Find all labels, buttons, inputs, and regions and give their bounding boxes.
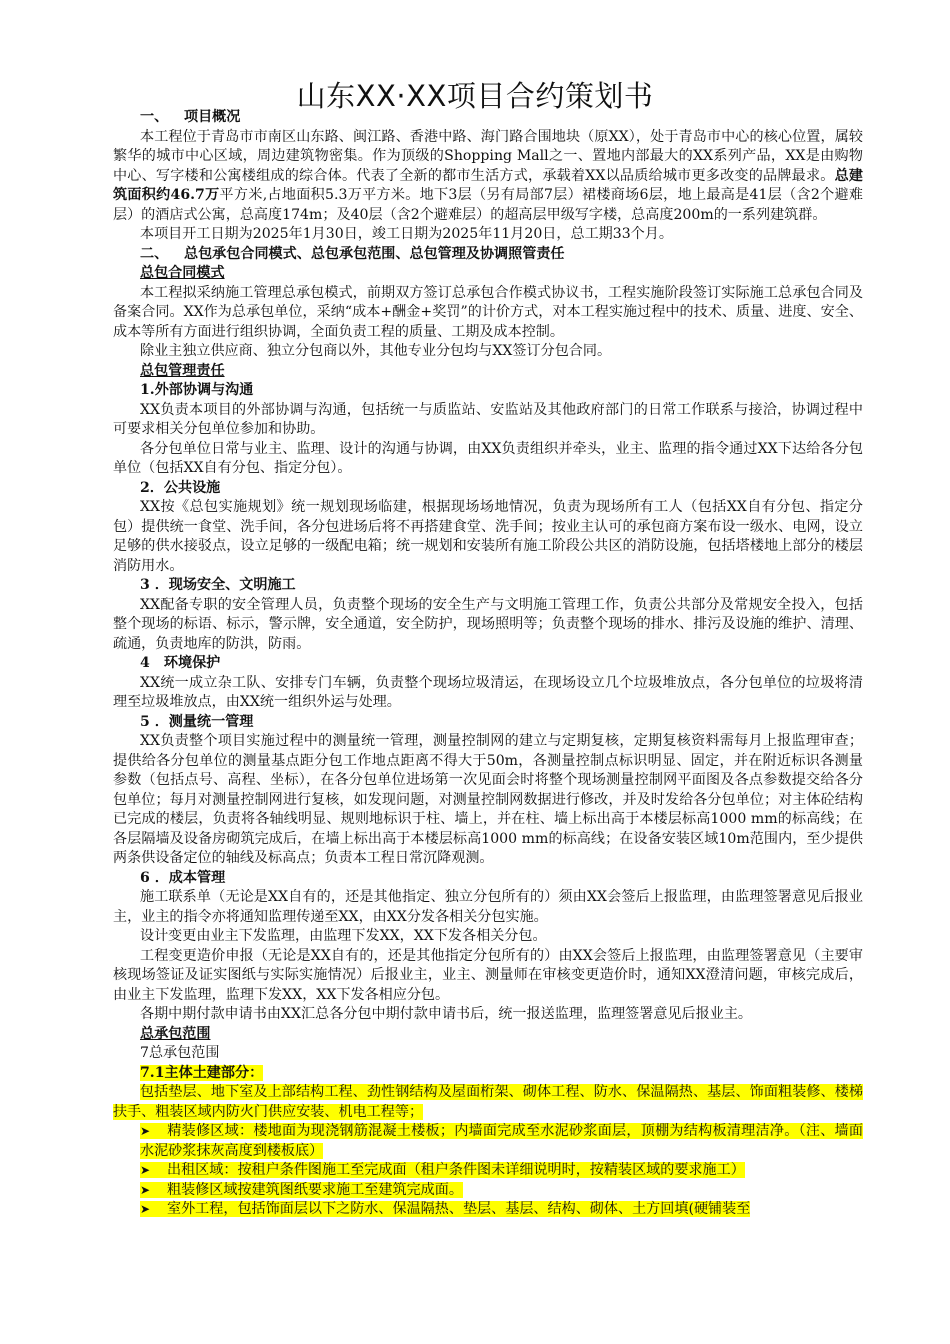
- section-heading-1: [113, 108, 863, 128]
- paragraph-subcontract: 除业主独立供应商、独立分包商以外，其他专业分包均与XX签订分包合同。: [140, 343, 612, 359]
- overview-text: 本工程位于青岛市市南区山东路、闽江路、香港中路、海门路合围地块（原XX），处于青岛市中心的核心位置，属较繁华的城市中心区域，周边建筑物密集。作为顶级的Shopping Mall之一、置地内部最大的XX系列产品，XX是由购物中心、写字楼和公寓楼组成的综合体。代表了全新的都市生活方式，承载着XX以品质给城市更多改变的品牌最求。: [113, 128, 863, 184]
- paragraph-overview: [113, 128, 863, 226]
- item-paragraph: XX负责整个项目实施过程中的测量统一管理，测量控制网的建立与定期复核，定期复核资料需每月上报监理审查；提供给各分包单位的测量基点距分包工作地点距离不得大于50m，各测量控制点标识明显、固定，并在附近标识各测量参数（包括点号、高程、坐标），在各分包单位进场第一次见面会时将整个现场测量控制网平面图及各点参数提交给各分包单位；每月对测量控制网进行复核，如发现问题，对测量控制网数据进行修改，并及时发给各分包单位；对主体砼结构已完成的楼层，负责将各轴线明显、规则地标识于柱、墙上，并在柱、墙上标出高于本楼层标高1000 mm的标高线；在各层隔墙及设备房砌筑完成后，在墙上标出高于本楼层标高1000 mm的标高线；在设备安装区域10m范围内，至少提供两条供设备定位的轴线及标高点；负责本工程日常沉降观测。: [113, 733, 863, 866]
- item-paragraph: 各期中期付款申请书由XX汇总各分包中期付款申请书后，统一报送监理，监理签署意见后报业主。: [140, 1006, 753, 1022]
- paragraph-contract-mode: 本工程拟采纳施工管理总承包模式，前期双方签订总承包合作模式协议书，工程实施阶段签订实际施工总承包合同及备案合同。XX作为总承包单位，采纳“成本+酬金+奖罚”的计价方式，对本工程实施过程中的技术、质量、进度、安全、成本等所有方面进行组织协调，全面负责工程的质量、工期及成本控制。: [113, 284, 863, 340]
- item-heading-5: 5 ．测量统一管理: [140, 713, 254, 730]
- item-heading-3: 3 ．现场安全、文明施工: [140, 577, 296, 593]
- section-title: 项目概况: [184, 109, 241, 125]
- bullet-item: [113, 1122, 863, 1161]
- section-title: 总包承包合同模式、总包承包范围、总包管理及协调照管责任: [184, 245, 565, 262]
- arrow-bullet-icon: ➤: [140, 1163, 151, 1177]
- item-paragraph: 设计变更由业主下发监理，由监理下发XX，XX下发各相关分包。: [140, 928, 547, 944]
- highlighted-heading: 7.1主体土建部分：: [140, 1064, 264, 1081]
- subheading-contract-mode: 总包合同模式: [140, 265, 225, 281]
- bullet-item: [113, 1161, 863, 1181]
- document-body: [113, 108, 863, 1220]
- scope-paragraph: [113, 1083, 863, 1122]
- item-paragraph: 工程变更造价申报（无论是XX自有的，还是其他指定分包所有的）由XX会签后上报监理，由监理签署意见（主要审核现场签证及证实图纸与实际实施情况）后报业主，业主、测量师在审核变更造价时，通知XX澄清问题，审核完成后，由业主下发监理，监理下发XX，XX下发各相应分包。: [113, 947, 863, 1003]
- item-paragraph: XX配备专职的安全管理人员，负责整个现场的安全生产与文明施工管理工作，负责公共部分及常规安全投入，包括整个现场的标语、标示，警示牌，安全通道，安全防护，现场照明等；负责整个现场的排水、排污及设施的维护、清理、疏通，负责地库的防洪，防雨。: [113, 596, 863, 652]
- scope-heading-7-1: [113, 1064, 863, 1084]
- subheading-scope: 总承包范围: [140, 1025, 211, 1042]
- bullet-text: 粗装修区域按建筑图纸要求施工至建筑完成面。: [167, 1181, 463, 1198]
- bullet-text: 精装修区域：楼地面为现浇钢筋混凝土楼板；内墙面完成至水泥砂浆面层，顶棚为结构板清理洁净。（注、墙面水泥砂浆抹灰高度到楼板底）: [140, 1123, 863, 1159]
- section-number: 一、: [140, 109, 169, 125]
- arrow-bullet-icon: ➤: [140, 1124, 151, 1138]
- subheading-management: 总包管理责任: [140, 362, 225, 379]
- item-paragraph: XX按《总包实施规划》统一规划现场临建，根据现场场地情况，负责为现场所有工人（包括XX自有分包、指定分包）提供统一食堂、洗手间，各分包进场后将不再搭建食堂、洗手间；按业主认可的承包商方案布设一级水、电网，设立足够的供水接驳点，设立足够的一级配电箱；统一规划和安装所有施工阶段公共区的消防设施，包括塔楼地上部分的楼层消防用水。: [113, 499, 863, 574]
- scope-heading: 7总承包范围: [140, 1045, 220, 1061]
- item-heading-2: 2．公共设施: [140, 479, 221, 496]
- paragraph-schedule: 本项目开工日期为2025年1月30日，竣工日期为2025年11月20日，总工期33个月。: [140, 226, 673, 242]
- arrow-bullet-icon: ➤: [140, 1202, 151, 1216]
- item-heading-6: 6 ．成本管理: [140, 869, 226, 886]
- bullet-text: 出租区域：按租户条件图施工至完成面（租户条件图未详细说明时，按精装区域的要求施工）: [167, 1162, 745, 1178]
- item-paragraph: 各分包单位日常与业主、监理、设计的沟通与协调，由XX负责组织并牵头，业主、监理的指令通过XX下达给各分包单位（包括XX自有分包、指定分包）。: [113, 440, 863, 476]
- bullet-item: [113, 1200, 863, 1220]
- item-paragraph: 施工联系单（无论是XX自有的，还是其他指定、独立分包所有的）须由XX会签后上报监理，由监理签署意见后报业主，业主的指令亦将通知监理传递至XX，由XX分发各相关分包实施。: [113, 889, 863, 925]
- overview-text-cont: 平方米,占地面积5.3万平方米。地下3层（另有局部7层）裙楼商场6层，地上最高是41层（含2个避难层）的酒店式公寓，总高度174m；及40层（含2个避难层）的超高层甲级写字楼，总高度200m的一系列建筑群。: [113, 187, 863, 223]
- item-heading-4: 4 环境保护: [140, 655, 221, 671]
- item-paragraph: XX统一成立杂工队、安排专门车辆，负责整个现场垃圾清运，在现场设立几个垃圾堆放点，各分包单位的垃圾将清理至垃圾堆放点，由XX统一组织外运与处理。: [113, 674, 863, 710]
- section-heading-2: [113, 245, 863, 265]
- arrow-bullet-icon: ➤: [140, 1182, 151, 1197]
- area-emphasis: 总建筑面积约46.7万: [113, 167, 863, 203]
- bullet-text: 室外工程，包括饰面层以下之防水、保温隔热、垫层、基层、结构、砌体、土方回填(硬铺装至: [167, 1201, 751, 1217]
- item-heading-1: 1.外部协调与沟通: [140, 382, 254, 398]
- section-number: 二、: [140, 245, 169, 262]
- bullet-item: [113, 1181, 863, 1201]
- highlighted-text: 包括垫层、地下室及上部结构工程、劲性钢结构及屋面桁架、砌体工程、防水、保温隔热、基层、饰面粗装修、楼梯扶手、粗装区域内防火门供应安装、机电工程等；: [113, 1084, 863, 1120]
- item-paragraph: XX负责本项目的外部协调与沟通，包括统一与质监站、安监站及其他政府部门的日常工作联系与接洽，协调过程中可要求相关分包单位参加和协助。: [113, 401, 863, 437]
- page-title: 山东XX·XX项目合约策划书: [296, 79, 654, 113]
